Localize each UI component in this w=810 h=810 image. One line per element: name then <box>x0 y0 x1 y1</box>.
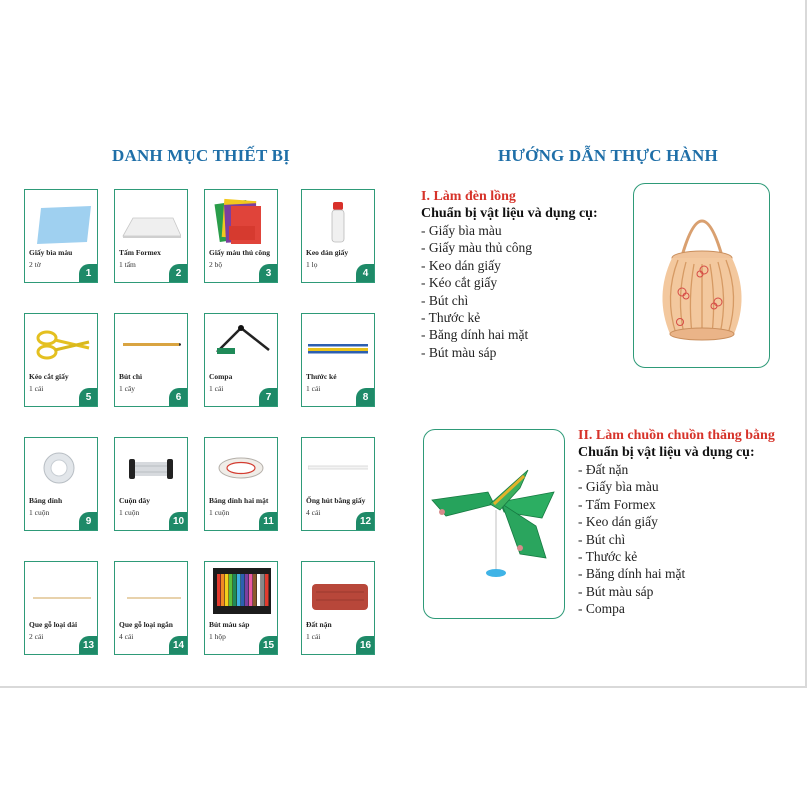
paper-straw-image <box>308 444 368 494</box>
long-wooden-stick-image <box>31 568 91 618</box>
equipment-card-10 <box>114 437 188 531</box>
list-item: - Giấy bìa màu <box>421 223 502 238</box>
equipment-number-badge: 6 <box>169 388 188 407</box>
equipment-number-badge: 12 <box>356 512 375 531</box>
equipment-name: Giấy bìa màu <box>29 248 73 257</box>
equipment-qty: 4 cái <box>306 508 321 517</box>
list-item: - Đất nặn <box>578 462 629 477</box>
equipment-card-1 <box>24 189 98 283</box>
equipment-name: Băng dính hai mặt <box>209 496 269 505</box>
equipment-qty: 2 cái <box>29 632 44 641</box>
equipment-number-badge: 3 <box>259 264 278 283</box>
tape-roll-image <box>31 444 91 494</box>
equipment-qty: 1 cái <box>29 384 44 393</box>
equipment-qty: 2 bộ <box>209 260 223 269</box>
equipment-qty: 1 tấm <box>119 260 136 269</box>
short-wooden-stick-image <box>121 568 181 618</box>
list-item: - Thước kẻ <box>421 310 481 326</box>
pencil-image <box>121 320 181 370</box>
equipment-name: Compa <box>209 372 233 381</box>
scissors-image <box>31 320 91 370</box>
dragonfly-instructions <box>578 428 775 618</box>
equipment-name: Thước kẻ <box>306 372 337 381</box>
equipment-qty: 1 cuộn <box>209 508 230 517</box>
equipment-number-badge: 11 <box>259 512 278 531</box>
equipment-number-badge: 9 <box>79 512 98 531</box>
equipment-qty: 1 cái <box>306 632 321 641</box>
equipment-name: Que gỗ loại ngắn <box>119 620 173 629</box>
compass-image <box>211 320 271 370</box>
practice-guide-title: HƯỚNG DẪN THỰC HÀNH <box>498 146 718 165</box>
equipment-number-badge: 16 <box>356 636 375 655</box>
equipment-qty: 1 lọ <box>306 260 318 269</box>
dragonfly-materials-list <box>578 461 775 618</box>
equipment-number-badge: 8 <box>356 388 375 407</box>
list-item: - Thước kẻ <box>578 549 638 565</box>
equipment-card-4 <box>301 189 375 283</box>
double-sided-tape-image <box>211 444 271 494</box>
list-item: - Bút màu sáp <box>578 583 654 599</box>
lantern-instructions <box>421 189 598 361</box>
equipment-qty: 1 cuộn <box>119 508 140 517</box>
equipment-qty: 1 cây <box>119 384 136 393</box>
list-item: - Tấm Formex <box>578 496 656 512</box>
ruler-image <box>308 320 368 370</box>
thread-spool-image <box>121 444 181 494</box>
equipment-name: Ống hút bằng giấy <box>306 496 366 505</box>
dragonfly-photo <box>423 429 565 619</box>
equipment-name: Đất nặn <box>306 620 332 629</box>
equipment-qty: 1 cái <box>306 384 321 393</box>
equipment-card-16 <box>301 561 375 655</box>
lantern-subheading: Chuẩn bị vật liệu và dụng cụ: <box>421 206 598 221</box>
equipment-name: Băng dính <box>29 496 63 505</box>
equipment-number-badge: 10 <box>169 512 188 531</box>
dragonfly-subheading: Chuẩn bị vật liệu và dụng cụ: <box>578 445 755 460</box>
equipment-name: Bút màu sáp <box>209 620 250 629</box>
equipment-name: Bút chì <box>119 372 143 381</box>
craft-paper-image <box>211 196 271 246</box>
balancing-dragonfly-image <box>424 430 565 619</box>
equipment-name: Tấm Formex <box>119 248 161 257</box>
modeling-clay-image <box>308 568 368 618</box>
equipment-name: Keo dán giấy <box>306 248 349 257</box>
equipment-number-badge: 2 <box>169 264 188 283</box>
crayon-box-image <box>211 568 271 618</box>
equipment-qty: 1 cuộn <box>29 508 50 517</box>
equipment-qty: 1 cái <box>209 384 224 393</box>
list-item: - Bút màu sáp <box>421 344 497 360</box>
list-item: - Keo dán giấy <box>578 514 658 530</box>
equipment-number-badge: 1 <box>79 264 98 283</box>
equipment-number-badge: 13 <box>79 636 98 655</box>
list-item: - Compa <box>578 601 625 617</box>
equipment-qty: 2 tờ <box>29 260 41 269</box>
equipment-name: Kéo cắt giấy <box>29 372 69 381</box>
equipment-card-11 <box>204 437 278 531</box>
equipment-card-12 <box>301 437 375 531</box>
equipment-qty: 4 cái <box>119 632 134 641</box>
equipment-card-7 <box>204 313 278 407</box>
equipment-name: Cuộn dây <box>119 496 151 505</box>
list-item: - Giấy bìa màu <box>578 479 659 495</box>
equipment-name: Que gỗ loại dài <box>29 620 78 629</box>
paper-lantern-image <box>634 184 770 368</box>
list-item: - Băng dính hai mặt <box>421 327 529 343</box>
equipment-card-13 <box>24 561 98 655</box>
list-item: - Giấy màu thủ công <box>421 240 532 256</box>
formex-sheet-image <box>121 196 181 246</box>
equipment-number-badge: 15 <box>259 636 278 655</box>
equipment-card-6 <box>114 313 188 407</box>
dragonfly-heading: II. Làm chuồn chuồn thăng bằng <box>578 428 775 443</box>
equipment-card-2 <box>114 189 188 283</box>
equipment-grid <box>24 189 376 659</box>
equipment-number-badge: 7 <box>259 388 278 407</box>
equipment-card-3 <box>204 189 278 283</box>
colored-cardboard-image <box>31 196 91 246</box>
equipment-qty: 1 hộp <box>209 632 226 641</box>
glue-bottle-image <box>308 196 368 246</box>
equipment-name: Giấy màu thủ công <box>209 248 271 257</box>
equipment-card-14 <box>114 561 188 655</box>
equipment-card-15 <box>204 561 278 655</box>
equipment-number-badge: 4 <box>356 264 375 283</box>
list-item: - Kéo cắt giấy <box>421 275 498 291</box>
equipment-number-badge: 5 <box>79 388 98 407</box>
list-item: - Băng dính hai mặt <box>578 566 686 582</box>
equipment-card-8 <box>301 313 375 407</box>
lantern-heading: I. Làm đèn lồng <box>421 189 516 204</box>
lantern-materials-list <box>421 222 598 361</box>
equipment-card-9 <box>24 437 98 531</box>
equipment-card-5 <box>24 313 98 407</box>
equipment-list-title: DANH MỤC THIẾT BỊ <box>112 146 290 165</box>
list-item: - Bút chì <box>421 292 469 308</box>
list-item: - Bút chì <box>578 531 626 547</box>
equipment-number-badge: 14 <box>169 636 188 655</box>
list-item: - Keo dán giấy <box>421 257 501 273</box>
lantern-photo <box>633 183 770 368</box>
